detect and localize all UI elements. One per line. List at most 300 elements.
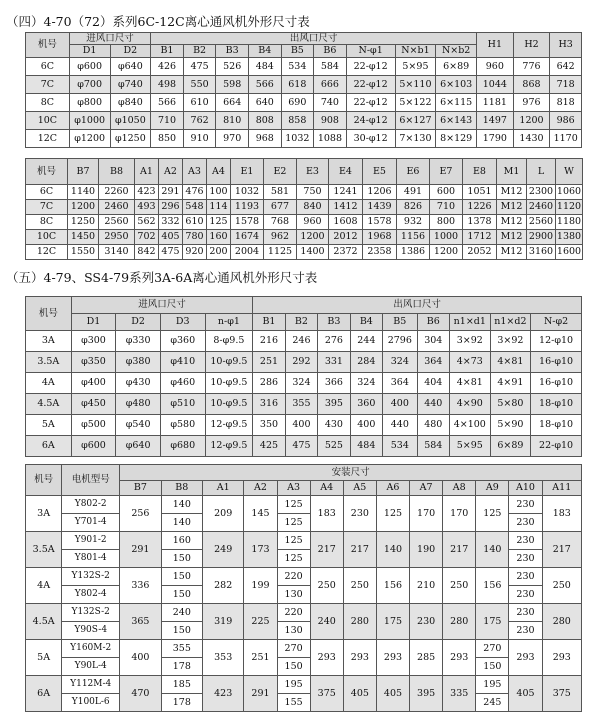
header-inlet-group: 进风口尺寸 [71,297,253,314]
data-cell: 125 [376,496,409,532]
data-cell: 6×89 [490,436,531,457]
table-row [26,352,582,373]
data-cell: 293 [542,640,581,676]
data-cell: 1226 [463,200,497,215]
data-cell: 1120 [556,200,583,215]
data-cell: 12-φ9.5 [205,436,253,457]
data-cell: M12 [497,215,527,230]
data-cell: 160 [161,532,202,550]
table-row [26,112,582,130]
data-cell: 270 [476,640,509,658]
data-cell: 2012 [329,230,363,245]
header-cell: E8 [463,159,497,185]
data-cell: 2358 [363,245,397,260]
machine-no-cell: 8C [26,215,68,230]
data-cell: φ330 [116,331,161,352]
data-cell: 5×95 [450,436,491,457]
data-cell: 2260 [99,185,135,200]
data-cell: 230 [410,604,443,640]
data-cell: φ580 [160,415,205,436]
data-cell: 256 [120,496,161,532]
data-cell: 22-φ10 [531,436,582,457]
data-cell: 1032 [281,130,314,148]
data-cell: φ600 [69,58,110,76]
header-cell: E4 [329,159,363,185]
data-cell: φ640 [116,436,161,457]
data-cell: 548 [183,200,207,215]
data-cell: 251 [244,640,277,676]
data-cell: 6×89 [436,58,477,76]
data-cell: 584 [314,58,347,76]
data-cell: φ1050 [110,112,151,130]
data-cell: 400 [350,415,382,436]
data-cell: 6×115 [436,94,477,112]
data-cell: 282 [203,568,244,604]
data-cell: 5×95 [395,58,436,76]
data-cell: 8×129 [436,130,477,148]
data-cell: φ640 [110,58,151,76]
data-cell: 225 [244,604,277,640]
header-cell: B6 [314,45,347,58]
data-cell: 1790 [477,130,514,148]
data-cell: 960 [477,58,514,76]
data-cell: 355 [161,640,202,658]
data-cell: 566 [248,76,281,94]
data-cell: 5×122 [395,94,436,112]
header-cell: A4 [310,481,343,496]
header-cell: B2 [183,45,216,58]
data-cell: 610 [183,215,207,230]
data-cell: 249 [203,532,244,568]
data-cell: 175 [476,604,509,640]
data-cell: φ1000 [69,112,110,130]
data-cell: 293 [343,640,376,676]
header-cell: B1 [253,314,285,331]
data-cell: 4×91 [490,373,531,394]
data-cell: 702 [135,230,159,245]
data-cell: 150 [161,586,202,604]
data-cell: 826 [397,200,430,215]
header-cell: n-φ1 [205,314,253,331]
data-cell: 1608 [329,215,363,230]
data-cell: 1200 [297,230,329,245]
data-cell: 440 [417,394,449,415]
data-cell: 1060 [556,185,583,200]
data-cell: 156 [376,568,409,604]
motor-model-cell: Y132S-2 [62,604,120,622]
data-cell: φ380 [116,352,161,373]
header-cell: A1 [135,159,159,185]
data-cell: 375 [542,676,581,712]
data-cell: 1439 [363,200,397,215]
header-cell: B3 [318,314,350,331]
data-cell: 276 [318,331,350,352]
table-row [26,568,582,586]
header-cell: N×b1 [395,45,436,58]
data-cell: 3140 [99,245,135,260]
data-cell: 618 [281,76,314,94]
data-cell: 324 [285,373,317,394]
data-cell: 400 [383,394,417,415]
data-cell: 230 [509,532,542,550]
section5-title: （五）4-79、SS4-79系列3A-6A离心通风机外形尺寸表 [6,270,318,285]
data-cell: 250 [310,568,343,604]
data-cell: φ300 [71,331,116,352]
data-cell: 920 [183,245,207,260]
data-cell: 5×80 [490,394,531,415]
data-cell: 335 [443,676,476,712]
data-cell: 245 [476,694,509,712]
data-cell: 178 [161,658,202,676]
data-cell: 8-φ9.5 [205,331,253,352]
header-cell: B4 [248,45,281,58]
data-cell: 1250 [68,215,99,230]
data-cell: 566 [151,94,184,112]
data-cell: 475 [159,245,183,260]
data-cell: 475 [183,58,216,76]
data-cell: 858 [281,112,314,130]
data-cell: 598 [216,76,249,94]
data-cell: 230 [509,550,542,568]
data-cell: φ360 [160,331,205,352]
data-cell: 324 [350,373,382,394]
data-cell: 291 [120,532,161,568]
header-cell: E6 [397,159,430,185]
data-cell: 666 [314,76,347,94]
data-cell: 140 [476,532,509,568]
data-cell: 150 [476,658,509,676]
data-cell: φ680 [160,436,205,457]
header-cell: B1 [151,45,184,58]
table-row [26,694,582,712]
data-cell: 18-φ10 [531,394,582,415]
header-cell: A3 [277,481,310,496]
table-4-79-flange-dims [25,296,582,457]
data-cell: 768 [264,215,297,230]
data-cell: 690 [281,94,314,112]
data-cell: 534 [281,58,314,76]
data-cell: 1206 [363,185,397,200]
table-row [26,331,582,352]
table-row [26,658,582,676]
header-motor-model: 电机型号 [62,465,120,496]
data-cell: 217 [542,532,581,568]
data-cell: 395 [410,676,443,712]
data-cell: 1412 [329,200,363,215]
data-cell: 199 [244,568,277,604]
data-cell: 1450 [68,230,99,245]
data-cell: 810 [216,112,249,130]
data-cell: 1578 [363,215,397,230]
data-cell: 423 [203,676,244,712]
data-cell: 4×81 [490,352,531,373]
data-cell: 160 [207,230,231,245]
header-cell: B6 [417,314,449,331]
machine-no-cell: 10C [26,230,68,245]
header-cell: B8 [161,481,202,496]
data-cell: 2052 [463,245,497,260]
header-cell: B7 [68,159,99,185]
data-cell: 1550 [68,245,99,260]
data-cell: φ800 [69,94,110,112]
data-cell: 293 [509,640,542,676]
table-row [26,496,582,514]
header-cell: D1 [69,45,110,58]
data-cell: 293 [376,640,409,676]
data-cell: 178 [161,694,202,712]
data-cell: 114 [207,200,231,215]
header-cell: A1 [203,481,244,496]
data-cell: 1170 [550,130,582,148]
data-cell: 584 [417,436,449,457]
table-row [26,676,582,694]
table-row [26,640,582,658]
data-cell: 400 [120,640,161,676]
data-cell: 375 [310,676,343,712]
header-cell: B5 [383,314,417,331]
header-cell: D2 [116,314,161,331]
data-cell: 319 [203,604,244,640]
data-cell: 404 [417,373,449,394]
data-cell: 183 [542,496,581,532]
header-cell: N×b2 [436,45,477,58]
data-cell: 1200 [68,200,99,215]
machine-no-cell: 4.5A [26,394,72,415]
data-cell: 610 [183,94,216,112]
data-cell: 244 [350,331,382,352]
data-cell: 155 [277,694,310,712]
data-cell: 230 [509,586,542,604]
data-cell: φ600 [71,436,116,457]
header-cell: A8 [443,481,476,496]
data-cell: 140 [161,496,202,514]
motor-model-cell: Y132S-2 [62,568,120,586]
header-cell: B8 [99,159,135,185]
data-cell: 600 [430,185,463,200]
data-cell: 4×100 [450,415,491,436]
data-cell: 200 [207,245,231,260]
data-cell: 6×127 [395,112,436,130]
motor-model-cell: Y90L-4 [62,658,120,676]
data-cell: 355 [285,394,317,415]
data-cell: 960 [297,215,329,230]
data-cell: 173 [244,532,277,568]
data-cell: 1200 [430,245,463,260]
data-cell: M12 [497,185,527,200]
table-row [26,58,582,76]
data-cell: 1181 [477,94,514,112]
table-4-70-outer-dims-2 [25,158,583,260]
data-cell: 22-φ12 [346,58,395,76]
header-cell: E3 [297,159,329,185]
data-cell: 125 [476,496,509,532]
data-cell: 750 [297,185,329,200]
data-cell: 3×92 [450,331,491,352]
header-machine-no: 机号 [26,159,68,185]
data-cell: 150 [161,550,202,568]
data-cell: 2004 [231,245,264,260]
machine-no-cell: 10C [26,112,70,130]
data-cell: 1968 [363,230,397,245]
data-cell: 1193 [231,200,264,215]
data-cell: 291 [244,676,277,712]
data-cell: 868 [513,76,550,94]
data-cell: φ400 [71,373,116,394]
data-cell: 776 [513,58,550,76]
data-cell: 250 [343,568,376,604]
data-cell: 1032 [231,185,264,200]
header-cell: A3 [183,159,207,185]
data-cell: φ480 [116,394,161,415]
header-cell: A2 [159,159,183,185]
data-cell: 400 [285,415,317,436]
data-cell: 125 [277,514,310,532]
data-cell: M12 [497,245,527,260]
data-cell: 230 [509,622,542,640]
table-row [26,415,582,436]
data-cell: 2372 [329,245,363,260]
table-row [26,33,582,45]
data-cell: 280 [443,604,476,640]
header-install-group: 安装尺寸 [120,465,582,481]
data-cell: 10-φ9.5 [205,373,253,394]
table-row [26,373,582,394]
data-cell: 185 [161,676,202,694]
data-cell: 710 [151,112,184,130]
data-cell: M12 [497,200,527,215]
header-cell: L [527,159,556,185]
machine-no-cell: 6C [26,58,70,76]
machine-no-cell: 6C [26,185,68,200]
data-cell: 1051 [463,185,497,200]
data-cell: 1088 [314,130,347,148]
data-cell: 220 [277,604,310,622]
header-cell: A6 [376,481,409,496]
data-cell: 1578 [231,215,264,230]
data-cell: 304 [417,331,449,352]
motor-model-cell: Y160M-2 [62,640,120,658]
table-row [26,436,582,457]
data-cell: 405 [343,676,376,712]
data-cell: 360 [350,394,382,415]
data-cell: 24-φ12 [346,112,395,130]
data-cell: 293 [310,640,343,676]
data-cell: 710 [430,200,463,215]
data-cell: 280 [343,604,376,640]
data-cell: 140 [161,514,202,532]
table-row [26,465,582,481]
table-4-79-install-dims [25,464,582,712]
table-row [26,76,582,94]
data-cell: 170 [410,496,443,532]
data-cell: 423 [135,185,159,200]
table-row [26,200,583,215]
data-cell: 331 [318,352,350,373]
data-cell: 840 [297,200,329,215]
data-cell: 190 [410,532,443,568]
data-cell: 251 [253,352,285,373]
data-cell: 291 [159,185,183,200]
data-cell: 195 [277,676,310,694]
motor-model-cell: Y901-2 [62,532,120,550]
data-cell: 12-φ10 [531,331,582,352]
data-cell: 1386 [397,245,430,260]
data-cell: 1200 [513,112,550,130]
data-cell: 250 [542,568,581,604]
data-cell: φ460 [160,373,205,394]
data-cell: 12-φ9.5 [205,415,253,436]
data-cell: 3160 [527,245,556,260]
data-cell: φ450 [71,394,116,415]
data-cell: 986 [550,112,582,130]
data-cell: 217 [443,532,476,568]
machine-no-cell: 8C [26,94,70,112]
data-cell: 718 [550,76,582,94]
machine-no-cell: 12C [26,245,68,260]
machine-no-cell: 6A [26,676,62,712]
data-cell: 217 [310,532,343,568]
data-cell: 1497 [477,112,514,130]
data-cell: 183 [310,496,343,532]
header-cell: N-φ2 [531,314,582,331]
header-cell: A4 [207,159,231,185]
data-cell: 976 [513,94,550,112]
data-cell: 968 [248,130,281,148]
data-cell: 280 [542,604,581,640]
data-cell: 170 [443,496,476,532]
data-cell: 762 [183,112,216,130]
data-cell: 5×110 [395,76,436,94]
data-cell: 405 [376,676,409,712]
table-row [26,394,582,415]
data-cell: 426 [151,58,184,76]
data-cell: φ700 [69,76,110,94]
data-cell: 16-φ10 [531,352,582,373]
data-cell: 145 [244,496,277,532]
data-cell: 195 [476,676,509,694]
machine-no-cell: 7C [26,200,68,215]
data-cell: 140 [376,532,409,568]
data-cell: 5×90 [490,415,531,436]
data-cell: 6×103 [436,76,477,94]
header-cell: n1×d2 [490,314,531,331]
header-cell: A11 [542,481,581,496]
data-cell: 1180 [556,215,583,230]
table-row [26,297,582,314]
motor-model-cell: Y90S-4 [62,622,120,640]
data-cell: 230 [509,514,542,532]
data-cell: 175 [376,604,409,640]
header-cell: E1 [231,159,264,185]
data-cell: 210 [410,568,443,604]
data-cell: 332 [159,215,183,230]
data-cell: 395 [318,394,350,415]
data-cell: 2950 [99,230,135,245]
table-row [26,185,583,200]
data-cell: 526 [216,58,249,76]
header-h3: H3 [550,33,582,58]
data-cell: 430 [318,415,350,436]
machine-no-cell: 3.5A [26,532,62,568]
data-cell: 2460 [527,200,556,215]
data-cell: 475 [285,436,317,457]
data-cell: 217 [343,532,376,568]
machine-no-cell: 5A [26,640,62,676]
data-cell: 150 [161,568,202,586]
header-cell: M1 [497,159,527,185]
data-cell: φ430 [116,373,161,394]
header-cell: B4 [350,314,382,331]
